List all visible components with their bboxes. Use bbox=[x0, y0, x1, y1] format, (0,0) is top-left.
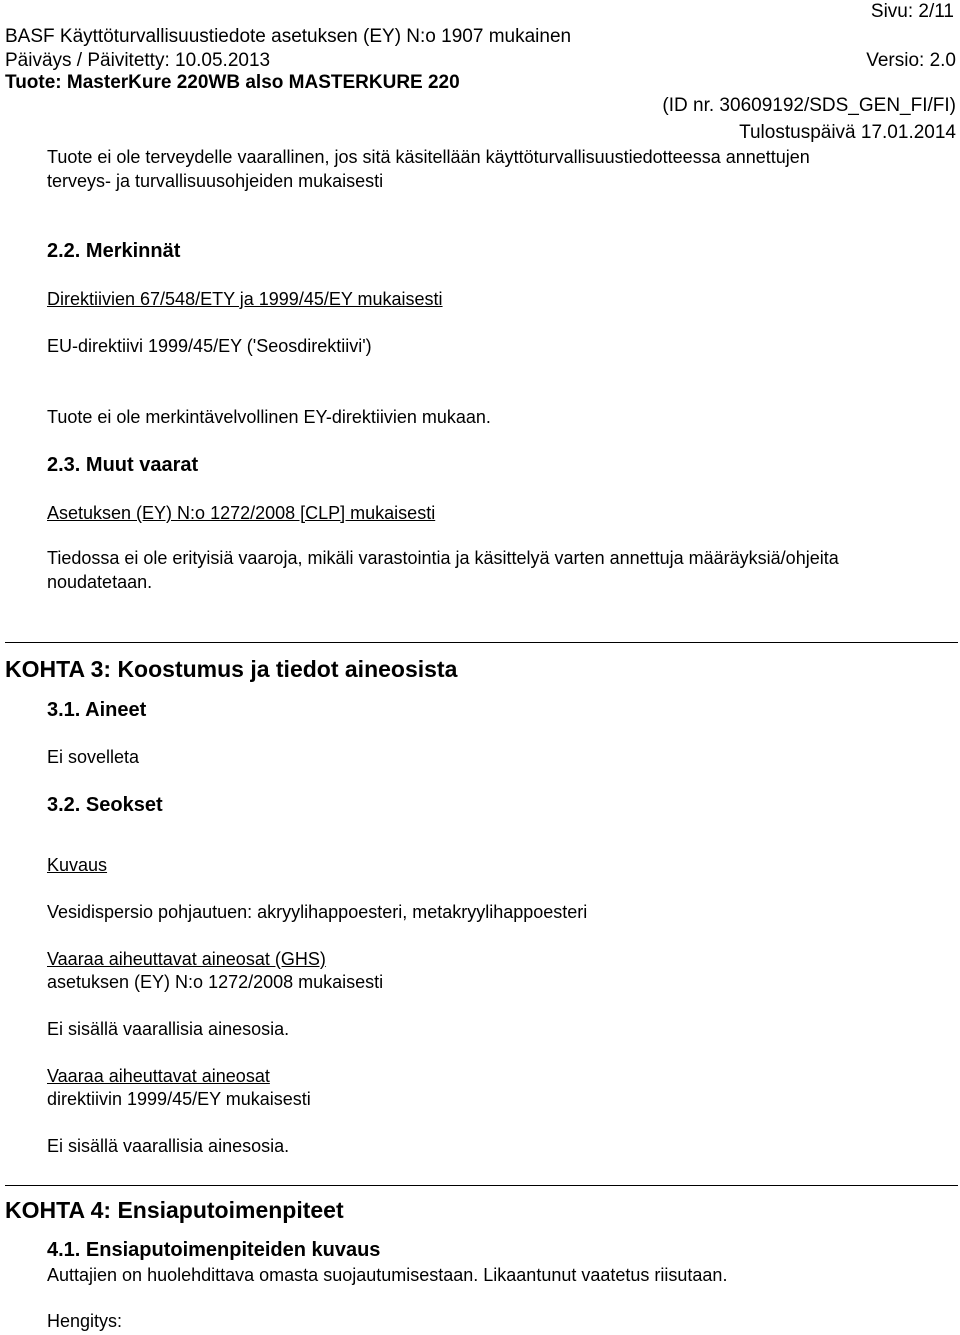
version: Versio: 2.0 bbox=[866, 50, 956, 71]
subsection-2-3-text-1: Tiedossa ei ole erityisiä vaaroja, mikäli varastointia ja käsittelyä varten annettuja määräyksiä/ohjeita bbox=[47, 548, 839, 568]
ghs-hazardous-text: Ei sisällä vaarallisia ainesosia. bbox=[47, 1019, 290, 1039]
subsection-2-2-text: Tuote ei ole merkintävelvollinen EY-direktiivien mukaan. bbox=[47, 407, 491, 427]
directive-hazardous-text: Ei sisällä vaarallisia ainesosia. bbox=[47, 1136, 290, 1156]
section-4-heading: KOHTA 4: Ensiaputoimenpiteet bbox=[5, 1197, 344, 1223]
section-3-heading: KOHTA 3: Koostumus ja tiedot aineosista bbox=[5, 656, 458, 682]
print-date: Tulostuspäivä 17.01.2014 bbox=[739, 122, 956, 143]
document-title: BASF Käyttöturvallisuustiedote asetuksen (EY) N:o 1907 mukainen bbox=[5, 26, 572, 47]
subsection-3-2-heading: 3.2. Seokset bbox=[47, 794, 163, 816]
directive-regulation: direktiivin 1999/45/EY mukaisesti bbox=[47, 1089, 311, 1109]
page-number: Sivu: 2/11 bbox=[870, 1, 954, 22]
subsection-3-1-text: Ei sovelleta bbox=[47, 747, 140, 767]
section-3-divider bbox=[5, 642, 958, 643]
intro-line-1: Tuote ei ole terveydelle vaarallinen, jos sitä käsitellään käyttöturvallisuustiedotteessa annettujen bbox=[47, 147, 810, 167]
subsection-2-2-sub-2: EU-direktiivi 1999/45/EY ('Seosdirektiivi') bbox=[47, 336, 372, 356]
subsection-2-3-sub: Asetuksen (EY) N:o 1272/2008 [CLP] mukaisesti bbox=[47, 503, 436, 523]
ghs-regulation: asetuksen (EY) N:o 1272/2008 mukaisesti bbox=[47, 972, 384, 992]
inhalation-label: Hengitys: bbox=[47, 1311, 123, 1331]
revision-date: Päiväys / Päivitetty: 10.05.2013 bbox=[5, 50, 271, 71]
section-4-divider bbox=[5, 1185, 958, 1186]
document-id: (ID nr. 30609192/SDS_GEN_FI/FI) bbox=[662, 95, 956, 116]
intro-line-2: terveys- ja turvallisuusohjeiden mukaisesti bbox=[47, 171, 384, 191]
ghs-hazardous-label: Vaaraa aiheuttavat aineosat (GHS) bbox=[47, 949, 326, 969]
subsection-2-3-text-2: noudatetaan. bbox=[47, 572, 153, 592]
product-name: Tuote: MasterKure 220WB also MASTERKURE 220 bbox=[5, 72, 460, 93]
directive-hazardous-label: Vaaraa aiheuttavat aineosat bbox=[47, 1066, 270, 1086]
subsection-2-3-heading: 2.3. Muut vaarat bbox=[47, 454, 199, 476]
subsection-4-1-text: Auttajien on huolehdittava omasta suojautumisestaan. Likaantunut vaatetus riisutaan. bbox=[47, 1265, 728, 1285]
subsection-3-1-heading: 3.1. Aineet bbox=[47, 699, 147, 721]
subsection-2-2-sub-1: Direktiivien 67/548/ETY ja 1999/45/EY mukaisesti bbox=[47, 289, 443, 309]
subsection-2-2-heading: 2.2. Merkinnät bbox=[47, 240, 181, 262]
subsection-4-1-heading: 4.1. Ensiaputoimenpiteiden kuvaus bbox=[47, 1239, 381, 1261]
description-label: Kuvaus bbox=[47, 855, 108, 875]
description-text: Vesidispersio pohjautuen: akryylihappoesteri, metakryylihappoesteri bbox=[47, 902, 588, 922]
